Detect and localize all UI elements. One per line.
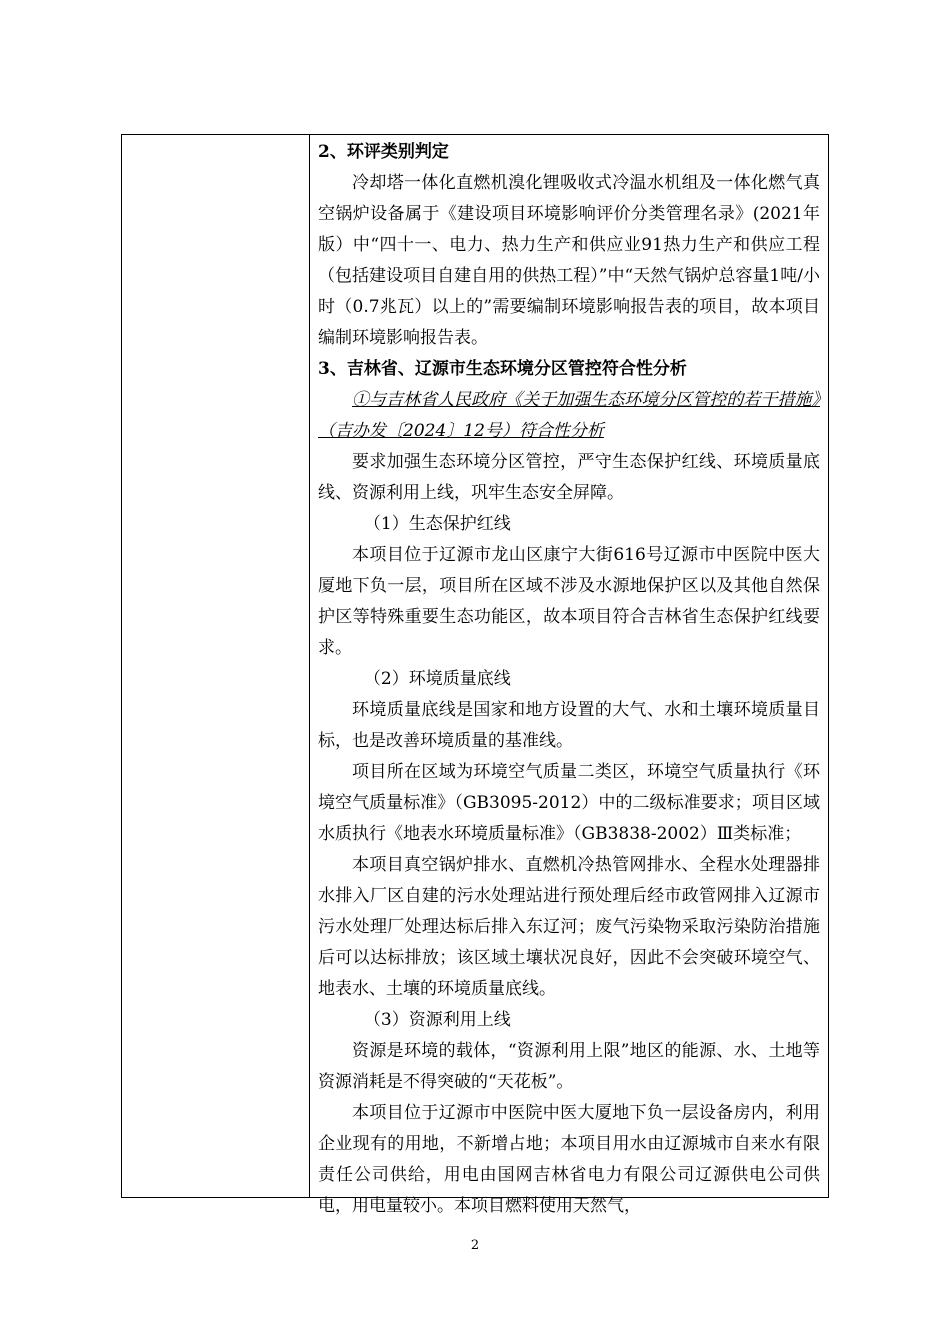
item-2-title: （2）环境质量底线 xyxy=(363,669,511,689)
item-2-paragraph-2: 项目所在区域为环境空气质量二类区，环境空气质量执行《环境空气质量标准》（GB3095-2012）中的二级标准要求；项目区域水质执行《地表水环境质量标准》（GB3838-2002）Ⅲ类标准； xyxy=(318,762,820,844)
content-table xyxy=(121,134,829,1216)
item-2-paragraph-3: 本项目真空锅炉排水、直燃机冷热管网排水、全程水处理器排水排入厂区自建的污水处理站进行预处理后经市政管网排入辽源市污水处理厂处理达标后排入东辽河；废气污染物采取污染防治措施后可以达标排放；该区域土壤状况良好，因此不会突破环境空气、地表水、土壤的环境质量底线。 xyxy=(318,855,820,999)
item-1-paragraph: 本项目位于辽源市龙山区康宁大街616号辽源市中医院中医大厦地下负一层，项目所在区域不涉及水源地保护区以及其他自然保护区等特殊重要生态功能区，故本项目符合吉林省生态保护红线要求。 xyxy=(318,545,820,658)
section-3-title: 3、吉林省、辽源市生态环境分区管控符合性分析 xyxy=(318,359,687,379)
section-2-paragraph: 冷却塔一体化直燃机溴化锂吸收式冷温水机组及一体化燃气真空锅炉设备属于《建设项目环境影响评价分类管理名录》(2021年版）中“四十一、电力、热力生产和供应业91热力生产和供应工程（包括建设项目自建自用的供热工程）”中“天然气锅炉总容量1吨/小时（0.7兆瓦）以上的”需要编制环境影响报告表的项目，故本项目编制环境影响报告表。 xyxy=(318,173,820,348)
section-3-paragraph: 要求加强生态环境分区管控，严守生态保护红线、环境质量底线、资源利用上线，巩牢生态安全屏障。 xyxy=(318,452,820,503)
item-3-title: （3）资源利用上线 xyxy=(363,1010,511,1030)
page-number: 2 xyxy=(470,1238,480,1253)
item-3-paragraph-1: 资源是环境的载体，“资源利用上限”地区的能源、水、土地等资源消耗是不得突破的“天花板”。 xyxy=(318,1041,820,1092)
item-3-paragraph-2: 本项目位于辽源市中医院中医大厦地下负一层设备房内，利用企业现有的用地，不新增占地；本项目用水由辽源城市自来水有限责任公司供给，用电由国网吉林省电力有限公司辽源供电公司供电，用电量较小。本项目燃料使用天然气， xyxy=(318,1103,820,1216)
item-1-title: （1）生态保护红线 xyxy=(363,514,511,534)
section-2-title: 2、环评类别判定 xyxy=(318,142,449,162)
item-2-paragraph-1: 环境质量底线是国家和地方设置的大气、水和土壤环境质量目标，也是改善环境质量的基准线。 xyxy=(318,700,820,751)
table-left-column xyxy=(122,135,310,1197)
table-right-column xyxy=(318,137,820,1222)
section-3-subtitle: ①与吉林省人民政府《关于加强生态环境分区管控的若干措施》（吉办发〔2024〕12号）符合性分析 xyxy=(318,390,820,441)
